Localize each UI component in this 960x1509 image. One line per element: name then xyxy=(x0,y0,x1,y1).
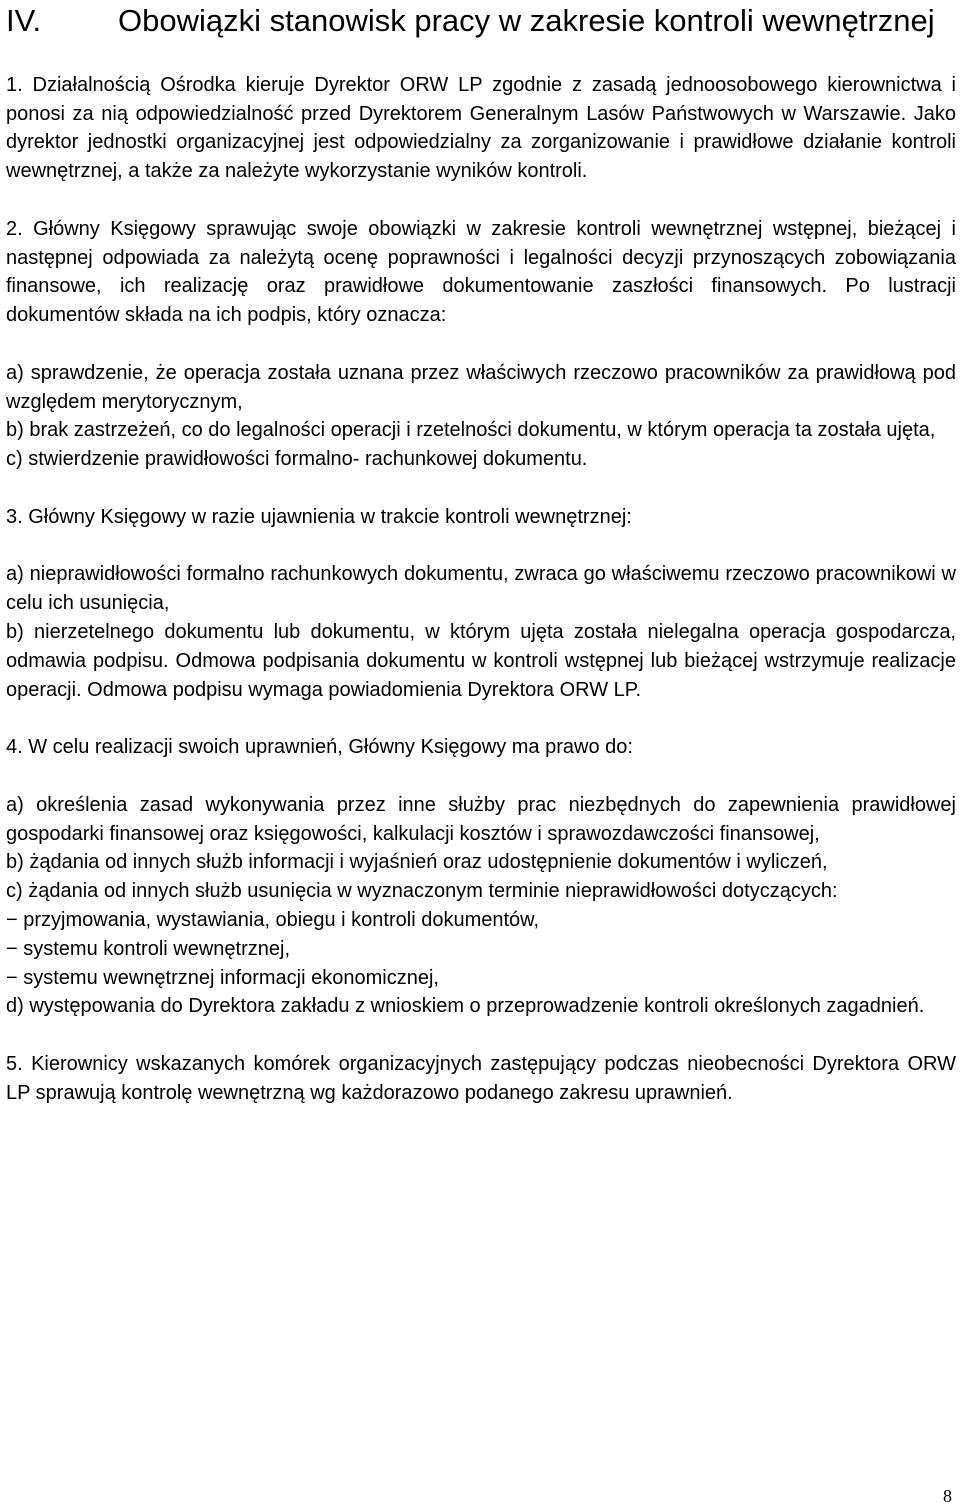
paragraph: 4. W celu realizacji swoich uprawnień, Główny Księgowy ma prawo do: xyxy=(6,736,633,759)
dash-item: − systemu wewnętrznej informacji ekonomicznej, xyxy=(6,966,439,989)
list-item: a) sprawdzenie, że operacja została uznana przez właściwych rzeczowo pracowników za prawidłową pod względem merytorycznym, xyxy=(6,361,956,413)
paragraph: 5. Kierownicy wskazanych komórek organizacyjnych zastępujący podczas nieobecności Dyrektora ORW LP sprawują kontrolę wewnętrzną wg każdorazowo podanego zakresu uprawnień. xyxy=(6,1052,956,1104)
point-4 xyxy=(6,733,956,762)
paragraph: 2. Główny Księgowy sprawując swoje obowiązki w zakresie kontroli wewnętrznej wstępnej, bieżącej i następnej odpowiada za należytą ocenę poprawności i legalności decyzji przynoszących zobowiązania finansowe, ich realizację oraz prawidłowe dokumentowanie zaszłości finansowych. Po lustracji dokumentów składa na ich podpis, który oznacza: xyxy=(6,217,956,327)
list-item: d) występowania do Dyrektora zakładu z wnioskiem o przeprowadzenie kontroli określonych zagadnień. xyxy=(6,995,925,1018)
dash-item: − systemu kontroli wewnętrznej, xyxy=(6,937,291,960)
point-4-list xyxy=(6,791,956,1021)
list-item: c) żądania od innych służb usunięcia w wyznaczonym terminie nieprawidłowości dotyczących: xyxy=(6,880,838,903)
point-3-list xyxy=(6,560,956,704)
list-item: b) brak zastrzeżeń, co do legalności operacji i rzetelności dokumentu, w którym operacja ta została ujęta, xyxy=(6,419,936,442)
point-2 xyxy=(6,215,956,330)
point-2-list xyxy=(6,359,956,474)
list-item: b) nierzetelnego dokumentu lub dokumentu, w którym ujęta została nielegalna operacja gospodarcza, odmawia podpisu. Odmowa podpisania dokumentu w kontroli wstępnej lub bieżącej wstrzymuje realizacje operacji. Odmowa podpisu wymaga powiadomienia Dyrektora ORW LP. xyxy=(6,620,956,701)
point-5 xyxy=(6,1050,956,1108)
list-item: a) określenia zasad wykonywania przez inne służby prac niezbędnych do zapewnienia prawidłowej gospodarki finansowej oraz księgowości, kalkulacji kosztów i sprawozdawczości finansowej, xyxy=(6,793,956,845)
paragraph: 1. Działalnością Ośrodka kieruje Dyrektor ORW LP zgodnie z zasadą jednoosobowego kierownictwa i ponosi za nią odpowiedzialność przed Dyrektorem Generalnym Lasów Państwowych w Warszawie. Jako dyrektor jednostki organizacyjnej jest odpowiedzialny za zorganizowanie i prawidłowe działanie kontroli wewnętrznej, a także za należyte wykorzystanie wyników kontroli. xyxy=(6,73,956,183)
document-page xyxy=(6,0,956,1107)
dash-item: − przyjmowania, wystawiania, obiegu i kontroli dokumentów, xyxy=(6,908,540,931)
list-item: b) żądania od innych służb informacji i wyjaśnień oraz udostępnienie dokumentów i wyliczeń, xyxy=(6,851,828,874)
list-item: a) nieprawidłowości formalno rachunkowych dokumentu, zwraca go właściwemu rzeczowo pracownikowi w celu ich usunięcia, xyxy=(6,563,956,615)
section-heading xyxy=(6,0,956,42)
section-number: IV. xyxy=(6,3,42,38)
list-item: c) stwierdzenie prawidłowości formalno- rachunkowej dokumentu. xyxy=(6,448,588,471)
point-3 xyxy=(6,503,956,532)
document-body xyxy=(6,71,956,1108)
page-number: 8 xyxy=(943,1486,952,1506)
section-title: Obowiązki stanowisk pracy w zakresie kontroli wewnętrznej xyxy=(118,3,935,38)
point-1 xyxy=(6,71,956,186)
paragraph: 3. Główny Księgowy w razie ujawnienia w trakcie kontroli wewnętrznej: xyxy=(6,505,632,528)
